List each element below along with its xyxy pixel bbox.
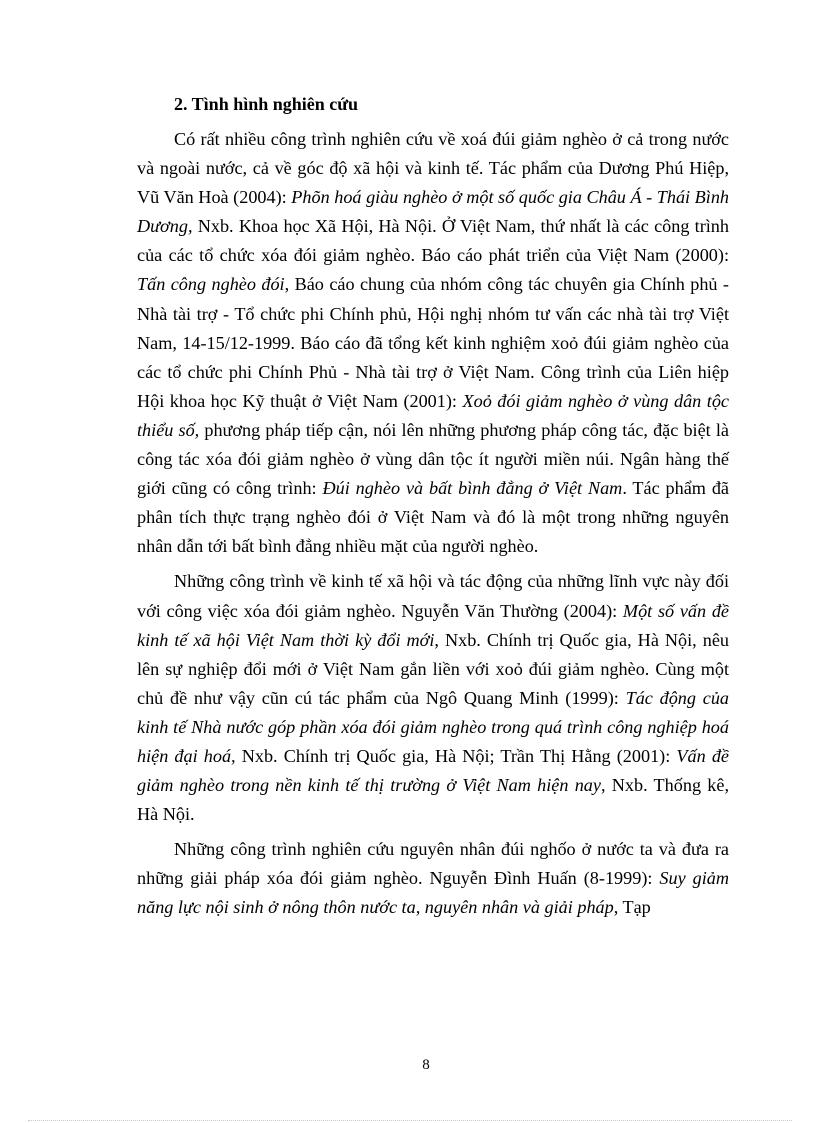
text-run: , Báo cáo chung của nhóm công tác chuyên gia Chính phủ - Nhà tài trợ - Tổ chức phi Chính phủ, Hội nghị nhóm tư vấn các nhà tài trợ Việt Nam, 14-15/12-1999. Báo cáo đã tổng kết kinh nghiệm xoỏ đúi giảm nghèo của các tổ chức phi Chính Phủ - Nhà tài trợ ở Việt Nam. Công trình của Liên hiệp Hội khoa học Kỹ thuật ở Việt Nam (2001): xyxy=(137,274,729,411)
text-run: phương pháp tiếp cận, nói lên những phương pháp công tác, đặc biệt là công tác xóa đói giảm nghèo ở vùng dân tộc ít người miền núi. Ngân hàng thế giới cũng có công trình: xyxy=(137,419,729,499)
text-run: Nxb. Chính trị Quốc gia, Hà Nội; Trần Thị Hằng (2001): xyxy=(235,745,677,766)
section-heading: 2. Tình hình nghiên cứu xyxy=(174,94,359,114)
italic-title: Vấn đề giảm nghèo trong nền kinh tế thị trường ở Việt Nam hiện nay xyxy=(137,745,729,796)
text-run: . Tác phẩm đã phân tích thực trạng nghèo đói ở Việt Nam và đó là một trong những nguyên nhân dẫn tới bất bình đẳng nhiều mặt của người nghèo. xyxy=(137,478,729,557)
italic-title: Suy giảm năng lực nội sinh ở nông thôn nước ta, nguyên nhân và giải pháp xyxy=(137,868,729,918)
paragraph-1 xyxy=(137,125,729,561)
italic-title: Tác động của kinh tế Nhà nước góp phần xóa đói giảm nghèo trong quá trình công nghiệp hoá hiện đại hoá, xyxy=(137,687,730,766)
body-text xyxy=(137,125,729,929)
text-run: , Tạp xyxy=(613,897,651,918)
italic-title: Một số vấn đề kinh tế xã hội Việt Nam thời kỳ đổi mới xyxy=(137,600,729,650)
text-run: Có rất nhiều công trình nghiên cứu về xoá đúi giảm nghèo ở cả trong nước và ngoài nước, cả về góc độ xã hội và kinh tế. Tác phẩm của Dương Phú Hiệp, Vũ Văn Hoà (2004): xyxy=(137,129,729,208)
italic-title: Tấn công nghèo đói xyxy=(137,274,285,295)
page-edge-divider xyxy=(28,1120,792,1121)
italic-title: Phõn hoá giàu nghèo ở một số quốc gia Châu Á - Thái Bình Dương, xyxy=(137,187,730,237)
text-run: , Nxb. Chính trị Quốc gia, Hà Nội, nêu lên sự nghiệp đổi mới ở Việt Nam gắn liền với xoỏ đúi giảm nghèo. Cùng một chủ đề như vậy cũn cú tác phẩm của Ngô Quang Minh (1999): xyxy=(137,629,730,708)
italic-title: Đúi nghèo và bất bình đẳng ở Việt Nam xyxy=(322,478,623,499)
text-run: , Nxb. Thống kê, Hà Nội. xyxy=(137,775,729,825)
text-run: Nxb. Khoa học Xã Hội, Hà Nội. Ở Việt Nam, thứ nhất là các công trình của các tổ chức xóa đói giảm nghèo. Báo cáo phát triển của Việt Nam (2000): xyxy=(137,216,729,266)
page-number: 8 xyxy=(422,1057,430,1073)
text-run: Những công trình nghiên cứu nguyên nhân đúi nghốo ở nước ta và đưa ra những giải pháp xóa đói giảm nghèo. Nguyễn Đình Huấn (8-1999): xyxy=(137,839,729,889)
text-run: Những công trình về kinh tế xã hội và tác động của những lĩnh vực này đối với công việc xóa đói giảm nghèo. Nguyễn Văn Thường (2004): xyxy=(137,571,729,621)
paragraph-3 xyxy=(137,835,729,922)
paragraph-2 xyxy=(137,567,729,829)
italic-title: Xoỏ đói giảm nghèo ở vùng dân tộc thiểu số, xyxy=(137,390,729,440)
